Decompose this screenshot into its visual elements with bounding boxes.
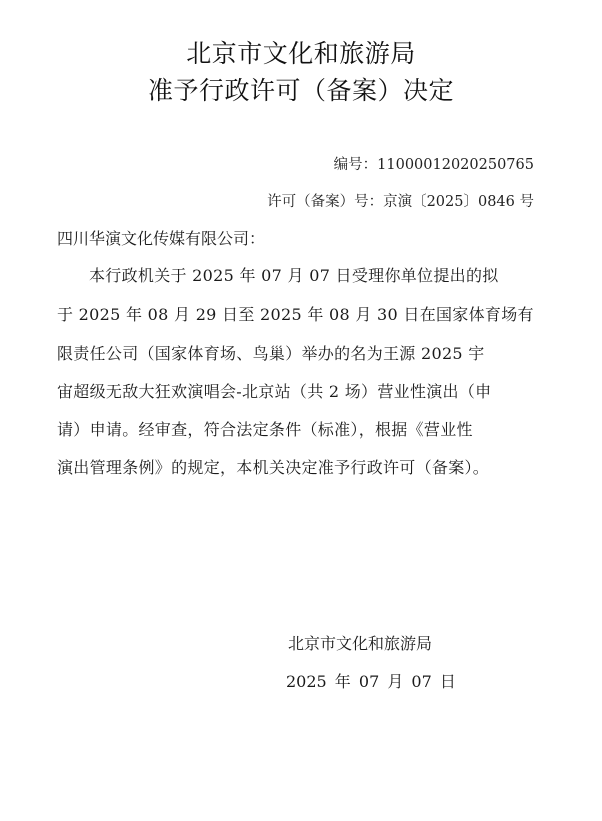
body-line-3: 限责任公司（国家体育场、鸟巢）举办的名为王源 2025 宇 xyxy=(57,344,485,363)
signature-organization: 北京市文化和旅游局 xyxy=(288,634,433,653)
document-title-decision: 准予行政许可（备案）决定 xyxy=(147,76,454,105)
body-line-6: 演出管理条例》的规定，本机关决定准予行政许可（备案）。 xyxy=(57,458,490,477)
body-line-5: 请）申请。经审查，符合法定条件（标准），根据《营业性 xyxy=(57,420,473,439)
permit-number: 许可（备案）号：京演〔2025〕0846 号 xyxy=(267,194,534,210)
serial-number: 编号：11000012020250765 xyxy=(333,157,534,173)
body-line-4: 宙超级无敌大狂欢演唱会-北京站（共 2 场）营业性演出（申 xyxy=(57,382,492,401)
document-title-issuer: 北京市文化和旅游局 xyxy=(186,39,416,68)
body-line-1: 本行政机关于 2025 年 07 月 07 日受理你单位提出的拟 xyxy=(89,266,499,285)
addressee: 四川华演文化传媒有限公司： xyxy=(57,229,266,248)
body-line-2: 于 2025 年 08 月 29 日至 2025 年 08 月 30 日在国家体育场有 xyxy=(57,305,534,324)
signature-date: 2025 年 07 月 07 日 xyxy=(286,672,456,691)
